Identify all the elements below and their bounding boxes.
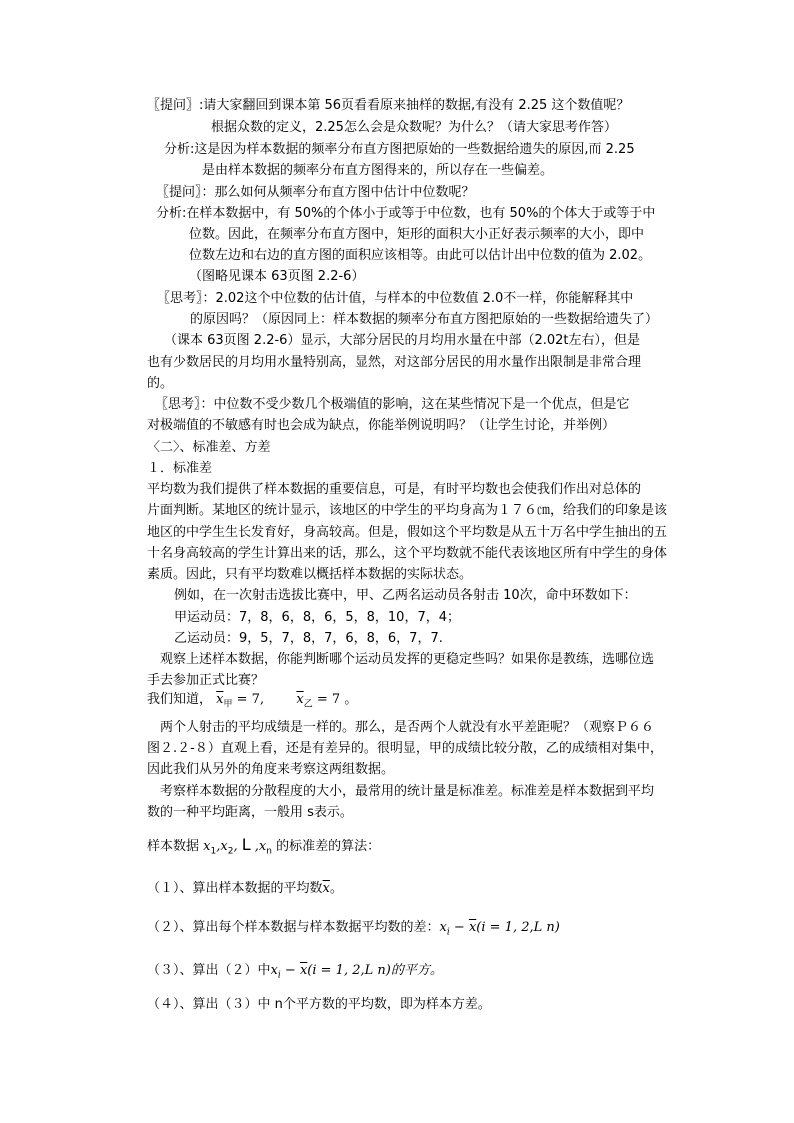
math-x: x bbox=[270, 963, 278, 978]
step-number: （２） bbox=[147, 920, 180, 935]
text-line: 〖提问〗：那么如何从频率分布直方图中估计中位数呢？ bbox=[156, 185, 475, 200]
text-line: 例如，在一次射击选拔比赛中，甲、乙两名运动员各射击 10次，命中环数如下： bbox=[174, 588, 637, 603]
formula-prefix: 样本数据 bbox=[147, 839, 204, 854]
text-line: 〖思考〗：2.02这个中位数的估计值，与样本的中位数值 2.0不一样，你能解释其中 bbox=[157, 291, 634, 306]
step-item: （３）、算出（２）中$x_i - \overline{x}(i = 1$, 2,L n)的平方。 bbox=[147, 963, 443, 981]
step-tail: (i = 1, 2,L n) bbox=[476, 920, 560, 935]
text-line: 〖思考〗：中位数不受少数几个极端值的影响，这在某些情况下是一个优点，但是它 bbox=[155, 397, 630, 412]
text-line: 十名身高较高的学生计算出来的话，那么，这个平均数就不能代表该地区所有中学生的身体 bbox=[147, 546, 668, 561]
math-x: x bbox=[220, 839, 228, 854]
text-line: 〖提问〗:请大家翻回到课本第 56页看看原来抽样的数据,有没有 2.25 这个数值呢？ bbox=[147, 98, 630, 113]
math-ellipsis: L bbox=[241, 835, 251, 854]
text-line: 素质。因此，只有平均数难以概括样本数据的实际状态。 bbox=[147, 567, 473, 582]
text-line: 地区的中学生生长发育好，身高较高。但是，假如这个平均数是从五十万名中学生抽出的五 bbox=[147, 525, 668, 540]
formula-suffix: 的标准差的算法： bbox=[276, 839, 381, 854]
step-text: 、算出（２）中 bbox=[179, 963, 271, 978]
text-line: 因此我们从另外的角度来考察这两组数据。 bbox=[147, 762, 395, 777]
mean-formula bbox=[147, 690, 357, 710]
text-line: 的原因吗？（原因同上：样本数据的频率分布直方图把原始的一些数据给遗失了） bbox=[190, 312, 659, 327]
text-line: （课本 63页图 2.2-6）显示，大部分居民的月均用水量在中部（2.02t左右），但是 bbox=[164, 333, 640, 348]
text-line: 位数。因此，在频率分布直方图中，矩形的面积大小正好表示频率的大小，即中 bbox=[189, 227, 645, 242]
formula-prefix: 我们知道， bbox=[147, 692, 213, 707]
step-number: （３） bbox=[147, 963, 180, 978]
step-tail: (i = 1, 2,L n)的平方。 bbox=[307, 963, 443, 978]
math-subscript: 甲 bbox=[223, 699, 233, 710]
data-line-jia: 甲运动员：7，8，6，8，6，5，8，10，7，4； bbox=[174, 610, 460, 625]
subsection-heading: １．标准差 bbox=[147, 461, 213, 476]
text-line: 分析:在样本数据中，有 50%的个体小于或等于中位数，也有 50%的个体大于或等于中 bbox=[156, 206, 656, 221]
math-subscript: 乙 bbox=[303, 699, 313, 710]
math-subscript: n bbox=[266, 846, 272, 857]
math-x-bar: $\overline{x}$ bbox=[296, 692, 304, 707]
formula-suffix: 。 bbox=[344, 692, 358, 707]
text-line: 位数左边和右边的直方图的面积应该相等。由此可以估计出中位数的值为 2.02。 bbox=[189, 248, 652, 263]
text-line: 手去参加正式比赛？ bbox=[147, 673, 265, 688]
text-line: 的。 bbox=[147, 376, 174, 391]
step-item bbox=[147, 879, 343, 899]
math-subscript: 1 bbox=[210, 846, 217, 857]
step-text: 、算出样本数据的平均数 bbox=[179, 881, 323, 896]
step-number: （４） bbox=[147, 997, 180, 1012]
math-subscript: 2 bbox=[227, 846, 234, 857]
math-equals: = 7, bbox=[236, 692, 265, 707]
step-item bbox=[147, 995, 491, 1015]
text-line: 观察上述样本数据，你能判断哪个运动员发挥的更稳定些吗？如果你是教练，选哪位选 bbox=[160, 652, 655, 667]
text-line: 对极端值的不敏感有时也会成为缺点，你能举例说明吗？（让学生讨论，并举例） bbox=[147, 418, 616, 433]
text-line: 平均数为我们提供了样本数据的重要信息，可是，有时平均数也会使我们作出对总体的 bbox=[147, 482, 642, 497]
step-text: 、算出每个样本数据与样本数据平均数的差： bbox=[179, 920, 440, 935]
step-text: 、算出（３）中 n个平方数的平均数，即为样本方差。 bbox=[179, 997, 491, 1012]
math-x: x bbox=[439, 920, 447, 935]
math-x: ,x bbox=[254, 839, 267, 854]
step-tail: 。 bbox=[329, 881, 343, 896]
math-x-bar: $\overline{x}$ bbox=[216, 692, 224, 707]
text-line: 分析:这是因为样本数据的频率分布直方图把原始的一些数据给遗失的原因,而 2.25 bbox=[164, 142, 635, 157]
section-heading: 〈二〉、标准差、方差 bbox=[147, 440, 271, 455]
text-line: 根据众数的定义，2.25怎么会是众数呢？为什么？（请大家思考作答） bbox=[211, 120, 617, 135]
text-line: 数的一种平均距离，一般用 s表示。 bbox=[147, 805, 353, 820]
text-line: 两个人射击的平均成绩是一样的。那么，是否两个人就没有水平差距呢？（观察Ｐ６６ bbox=[160, 720, 655, 735]
text-line: （图略见课本 63页图 2.2-6） bbox=[189, 269, 365, 284]
sample-formula: 样本数据 $x_1,x_2$, L $,x_n$ 的标准差的算法： bbox=[147, 835, 381, 857]
text-line: 图２.２-８）直观上看，还是有差异的。很明显，甲的成绩比较分散，乙的成绩相对集中， bbox=[147, 741, 663, 756]
data-line-yi: 乙运动员：9，5，7，8，7，6，8，6，7，7. bbox=[174, 631, 443, 646]
text-line: 考察样本数据的分散程度的大小，最常用的统计量是标准差。标准差是样本数据到平均 bbox=[160, 784, 655, 799]
text-line: 也有少数居民的月均用水量特别高，显然，对这部分居民的用水量作出限制是非常合理 bbox=[147, 355, 642, 370]
math-x-bar: $\overline{x}$ bbox=[322, 881, 330, 896]
text-line: 片面判断。某地区的统计显示，该地区的中学生的平均身高为１７６㎝，给我们的印象是该 bbox=[147, 503, 668, 518]
text-line: 是由样本数据的频率分布直方图得来的，所以存在一些偏差。 bbox=[202, 163, 554, 178]
step-item: （２）、算出每个样本数据与样本数据平均数的差：$x_i - \overline{x}(i = 1$, 2,L n) bbox=[147, 920, 560, 938]
step-number: （１） bbox=[147, 881, 180, 896]
math-equals: = 7 bbox=[316, 692, 341, 707]
math-x: x bbox=[203, 839, 211, 854]
